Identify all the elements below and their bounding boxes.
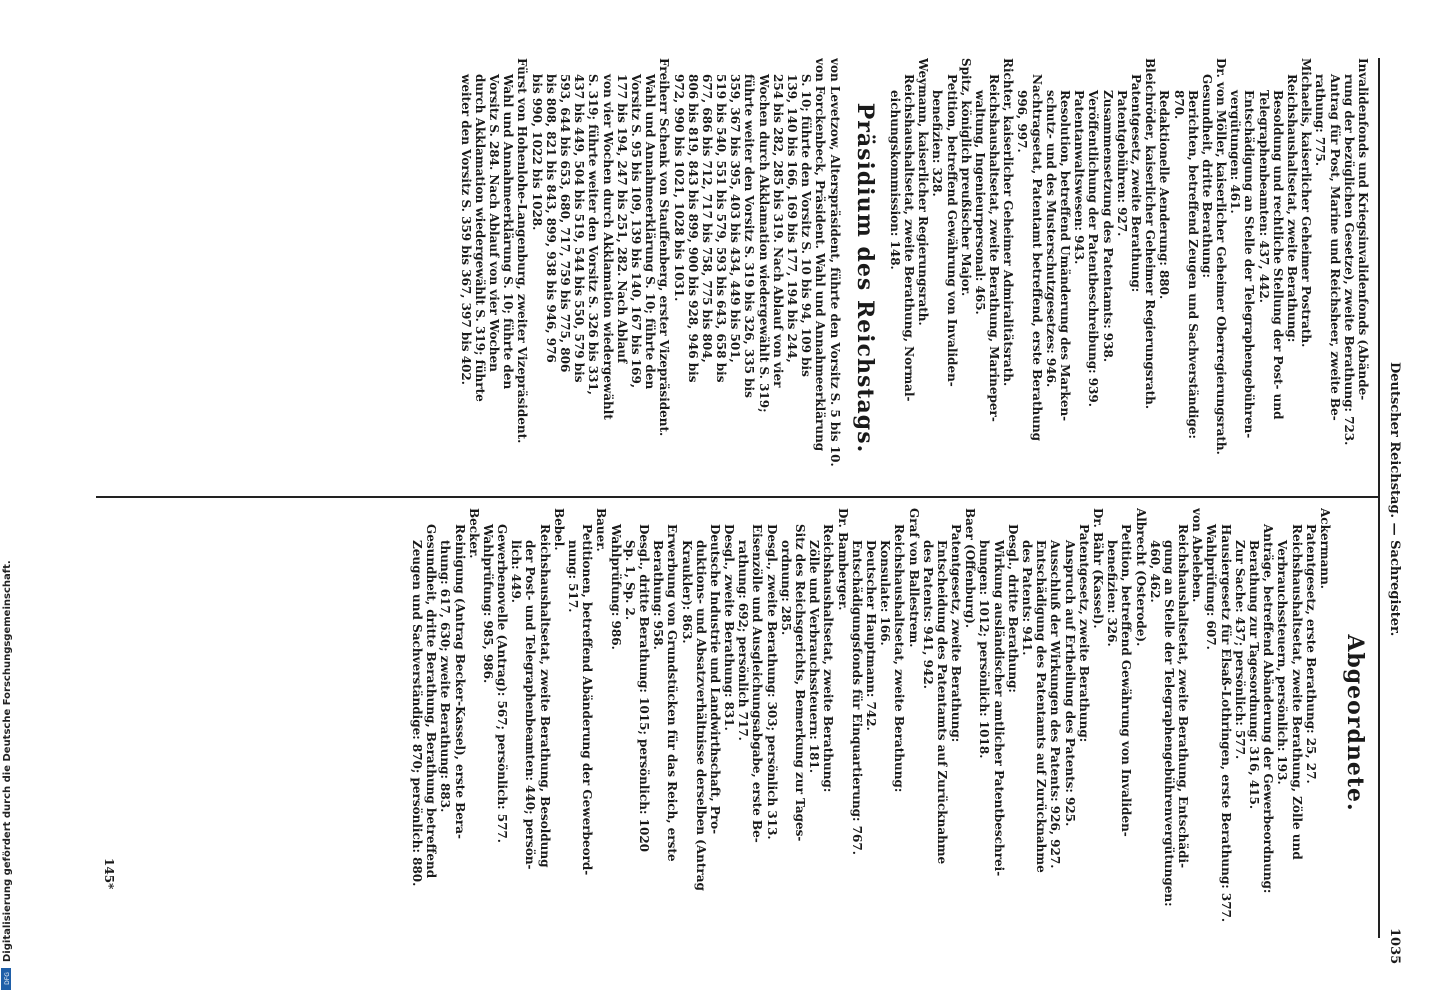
right-column-line: benefizien: 326. [1105,540,1120,647]
right-column-line: Patentgesetz, erste Berathung: 25, 27. [1303,524,1318,784]
left-column-line: Zusammensetzung des Patentamts: 938. [1100,90,1115,363]
right-column-line: Reinigung (Antrag Becker-Kassel), erste Bera- [452,524,467,839]
left-column-line: Michaelis, kaiserlicher Geheimer Postrath. [1299,58,1314,348]
right-column-line: Berathung: 958. [651,540,666,650]
left-column-line: rung der bezüglichen Gesetze), zweite Berathung: 723. [1341,74,1356,446]
left-column-line: Redaktionelle Aenderung: 880. [1157,90,1172,300]
left-column-line: Petition, betreffend Gewährung von Invaliden- [944,74,959,387]
left-column-line: 806 bis 819, 843 bis 899, 900 bis 928, 946 bis [685,74,700,383]
running-title-text: Deutscher Reichstag. — Sachregister. [1387,362,1402,637]
right-column-line: des Patents: 941, 942. [920,540,935,689]
right-column-line: des Patents: 941. [1020,540,1035,656]
right-column-line: Sp. 1, Sp. 2. [622,540,637,621]
left-column-line: Antrag für Post, Marine und Reichsheer, zweite Be- [1327,74,1342,421]
right-column-line: Anspruch auf Ertheilung des Patents: 925. [1062,540,1077,827]
right-column-line: Entschädigung des Patentamts auf Zurücknahme [1034,540,1049,873]
right-column-line: Zur Sache: 437; persönlich: 577. [1232,540,1247,760]
right-column-line: Reichshaushaltsetat, zweite Berathung, Zölle und [1289,524,1304,860]
right-column-line: Petitionen, betreffend Abänderung der Gewerbeord- [580,524,595,876]
left-column-line: Reichshaushaltsetat, zweite Berathung, Marineper- [987,74,1002,422]
right-column-line: Wirkung ausländischer amtlicher Patentbeschrei- [991,540,1006,877]
left-column-line: Reichshaushaltsetat, zweite Berathung, Normal- [902,74,916,402]
left-column-line: bis 808, 821 bis 843, 899, 938 bis 946, 976 [543,74,558,363]
right-column-line: gung an Stelle der Telegraphengebührenvergütungen: [1161,540,1176,907]
right-column-line: Graf von Ballestrem. [906,508,921,648]
left-column-line: 359, 367 bis 395, 403 bis 434, 449 bis 501, [728,74,743,363]
page-number: 1035 [1387,928,1402,965]
right-column-line: Desgl., zweite Berathung: 831. [722,524,737,731]
right-column-line: Wahlprüfung: 986. [608,524,623,650]
left-column-line [842,58,850,498]
right-column-line: Ackermann. [1318,508,1332,589]
left-column-line: Wahl und Annahmeerklärung S. 10; führte den [501,74,516,390]
left-column-line: Berichten, betreffend Zeugen und Sachverständige: [1185,90,1200,439]
right-column-line [1332,508,1340,938]
right-column-line: duktions- und Absatzverhältnisse derselben (Antrag [693,540,708,891]
left-column-line: Besoldung und rechtliche Stellung der Post- und [1270,90,1285,420]
left-column-line: waltung, Ingenieurpersonal: 465. [972,90,987,315]
column-right [410,508,1370,938]
right-column-line: Eisenzölle und Ausgleichungsabgabe, erste Be- [750,524,765,843]
left-column-line: eichungskommission: 148. [887,90,902,270]
left-column-line: Wochen durch Akklamation wiedergewählt S. 319; [756,74,771,413]
left-column-line: rathung: 775. [1313,74,1328,167]
left-column-line: Bleichröder, kaiserlicher Geheimer Regierungsrath. [1143,58,1158,410]
right-column-line: Wahlprüfung: 607. [1204,524,1219,650]
left-column-line: Veröffentlichung der Patentbeschreibung: 939. [1086,90,1101,407]
right-column-line: Reichshaushaltsetat, zweite Berathung, Entschädi- [1176,524,1191,869]
left-column-line: führte weiter den Vorsitz S. 319 bis 326, 335 bis [742,74,757,398]
signature-mark: 145* [102,858,116,890]
left-column-line: Entschädigung an Stelle der Telegraphengebühren- [1242,90,1257,439]
right-column-line: 460, 462. [1147,540,1162,603]
left-column-line: Wahl und Annahmeerklärung S. 10; führte den [643,74,658,390]
right-column-line: der Post- und Telegraphenbeamten: 440; persön- [523,540,538,870]
right-column-line: Abgeordnete. [1342,634,1368,812]
right-column-line: Desgl., dritte Berathung: 1015; persönlich: 1020 [637,524,651,853]
right-column-line: thung: 617, 630; zweite Berathung: 883. [438,540,453,813]
right-column-line: Zölle und Verbrauchssteuern: 181. [807,540,822,774]
right-column-line: Patentgesetz, zweite Berathung: [1076,524,1091,743]
right-column-line: Wahlprüfung: 985, 986. [480,524,495,684]
left-column-line: Spitz, königlich preußischer Major. [958,58,973,297]
left-column-line: Invalidenfonds und Kriegsinvalidenfonds (Abände- [1356,58,1370,401]
left-column-line: von vier Wochen durch Akklamation wiedergewählt [600,74,615,420]
left-column-line: 870. [1171,90,1186,120]
column-left [459,58,1370,498]
right-column-line: Gewerbenovelle (Antrag): 567; persönlich: 577. [495,524,510,843]
right-column-line: Reichshaushaltsetat, zweite Berathung: [892,524,907,793]
left-column-line: Gesundheit, dritte Berathung: [1199,74,1214,278]
right-column-line: Bauer. [594,508,609,552]
right-column-line: Patentgesetz, zweite Berathung: [949,524,964,743]
left-column-line: 593, 644 bis 653, 680, 717, 759 bis 775, 806 [558,74,573,373]
right-column-line: Kraukler): 863. [679,540,694,644]
left-column-line: Patentgesetz, zweite Berathung: [1129,74,1143,293]
right-column-line: Petition, betreffend Gewährung von Invaliden- [1119,524,1134,837]
right-column-line: Berathung zur Tagesordnung: 316, 415. [1247,540,1262,810]
right-column-line: Desgl., dritte Berathung: [1005,524,1020,693]
right-column-line: Entschädigungsfonds für Einquartierung: 767. [849,540,864,855]
right-column-line: Entscheidung des Patentamts auf Zurücknahme [934,540,949,865]
left-column-line: S. 10; führte den Vorsitz S. 10 bis 94, 109 bis [799,74,814,377]
right-column-line: Baer (Offenburg). [963,508,978,629]
left-column-line: Vorsitz S. 95 bis 109, 139 bis 140, 167 bis 169, [629,74,643,388]
right-column-line: bungen: 1012; persönlich: 1018. [977,540,992,759]
running-title [1387,362,1402,636]
left-column-line [880,58,888,498]
right-column-line: Deutsche Industrie und Landwirthschaft, Pro- [707,524,722,835]
left-column-line: 254 bis 282, 285 bis 319. Nach Ablauf von vier [770,74,785,388]
right-column-line: Konsulate: 166. [878,540,893,646]
left-column-line: Freiherr Schenk von Stauffenberg, erster Vizepräsident. [657,58,672,437]
right-column-line: Zeugen und Sachverständige: 870; persönlich: 880. [410,540,424,887]
left-column-line: weiter den Vorsitz S. 359 bis 367, 397 bis 402. [458,74,473,385]
right-column-line: Deutscher Hauptmann: 742. [864,540,878,731]
left-column-line: 996, 997. [1015,90,1030,153]
right-column-line: Albrecht (Osterode). [1133,508,1148,647]
left-column-line: vergütungen: 461. [1228,90,1243,214]
right-column-line: nung: 517. [566,540,581,613]
left-column-line: 177 bis 194, 247 bis 251, 282. Nach Ablauf [614,74,629,364]
left-column-line: Telegraphenbeamten: 437, 442. [1256,90,1271,303]
left-column-line: Patentgebühren: 927. [1114,90,1129,237]
left-column-line: von Forckenbeck, Präsident. Wahl und Annahmeerklärung [813,58,828,452]
left-column-line: schutz- und des Musterschutzgesetzes: 946. [1043,90,1058,388]
right-column-line: ordnung: 285. [778,540,793,636]
left-column-line: Reichshaushaltsetat, zweite Berathung: [1285,74,1300,343]
left-column-line: Präsidium des Reichstags. [851,102,878,454]
left-column-line: Nachtragsetat, Patentamt betreffend, erste Berathung [1029,74,1044,442]
left-column-line: 139, 140 bis 166, 169 bis 177, 194 bis 244, [785,74,800,363]
right-column-line: Anträge, betreffend Abänderung der Gewerbeordnung: [1261,524,1276,894]
left-column-line: 519 bis 540, 551 bis 579, 593 bis 643, 658 bis [714,74,729,383]
right-column-line: rathung: 692; persönlich 717. [736,540,751,741]
left-column-line: durch Akklamation wiedergewählt S. 319; führte [472,74,487,402]
right-column-line: von Abeleben. [1190,508,1205,603]
right-column-line: Desgl., zweite Berathung: 303; persönlich 313. [764,524,779,840]
left-column-line: benefizien: 328. [930,90,945,197]
left-column-line: Fürst von Hohenlohe-Langenburg, zweiter Vizepräsident. [515,58,530,444]
right-column-line: Gesundheit, dritte Berathung, Berathung betreffend [424,524,439,879]
right-column-line: Erwerbung von Grundstücken für das Reich, erste [665,524,680,862]
left-column-line: Weymann, kaiserlicher Regierungsrath. [916,58,931,326]
right-column-line: Becker. [466,508,481,559]
left-column-line: 437 bis 449, 504 bis 519, 544 bis 550, 579 bis [572,74,587,383]
left-column-line: 972, 990 bis 1021, 1028 bis 1031. [671,74,686,302]
right-column-line: Bebel. [551,508,566,551]
dfg-logo: DFG [1,968,11,990]
left-column-line: Dr. von Möller, kaiserlicher Geheimer Oberregierungsrath. [1214,58,1229,455]
right-column-line: Sitz des Reichsgerichts, Bemerkung zur Tages- [793,524,808,842]
right-column-line: Dr. Bamberger. [835,508,850,611]
digitization-credit: Digitalisierung gefördert durch die Deutsche Forschungsgemeinschaft. [2,560,13,962]
left-column-line: bis 990, 1022 bis 1028. [529,74,544,231]
right-column-line: Dr. Bähr (Kassel). [1091,508,1105,629]
left-column-line: Richter, kaiserlicher Geheimer Admiralitätsrath. [1001,58,1016,387]
left-column-line: Patentanwaltswesen: 943. [1072,90,1087,265]
left-column-line: 677, 686 bis 712, 717 bis 758, 775 bis 804, [699,74,714,363]
right-column-line: Hausiergesetz für Elsaß-Lothringen, erste Berathung: 377. [1218,524,1233,923]
right-column-line: Ausschluß der Wirkungen des Patents: 926, 927. [1048,540,1063,869]
right-column-line: lich: 449. [509,540,524,603]
right-column-line: Verbrauchssteuern, persönlich: 193. [1275,540,1290,785]
left-column-line: Resolution, betreffend Umänderung des Marken- [1058,90,1073,422]
header-rule [1378,58,1380,938]
left-column-line: von Levetzow, Alterspräsident, führte den Vorsitz S. 5 bis 10. [827,58,842,467]
right-column-line: Reichshaushaltsetat, zweite Berathung: [821,524,836,793]
left-column-line: S. 319; führte weiter den Vorsitz S. 326 bis 331, [586,74,601,395]
right-column-line: Reichshaushaltsetat, zweite Berathung, Besoldung [537,524,552,868]
left-column-line: Vorsitz S. 284. Nach Ablauf von vier Wochen [487,74,502,372]
